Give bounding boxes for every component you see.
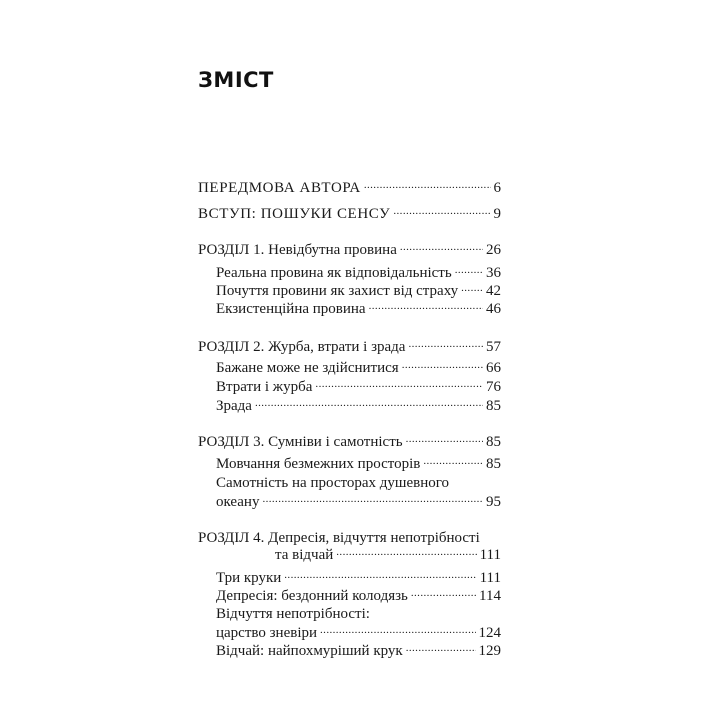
dot-leader	[315, 377, 483, 391]
toc-entry-chapter-4-cont[interactable]	[275, 545, 501, 565]
toc-entry-section[interactable]	[216, 299, 501, 319]
dot-leader	[364, 178, 491, 192]
toc-entry-label: ВСТУП: ПОШУКИ СЕНСУ	[198, 206, 391, 222]
toc-entry-page: 114	[479, 588, 501, 604]
dot-leader	[408, 337, 483, 351]
toc-entry-page: 26	[486, 242, 501, 258]
toc-entry-page: 111	[479, 547, 501, 563]
toc-entry-page: 36	[486, 265, 501, 281]
toc-entry-page: 85	[486, 456, 501, 472]
toc-entry-label: Почуття провини як захист від страху	[216, 283, 459, 299]
dot-leader	[406, 641, 476, 655]
toc-entry-label: РОЗДІЛ 2. Журба, втрати і зрада	[198, 339, 406, 355]
toc-entry-page: 6	[493, 180, 501, 196]
toc-entry-label: Реальна провина як відповідальність	[216, 265, 452, 281]
toc-entry-label: Втрати і журба	[216, 379, 313, 395]
toc-entry-page: 46	[486, 301, 501, 317]
toc-entry-label: Депресія: бездонний колодязь	[216, 588, 408, 604]
toc-entry-section[interactable]	[216, 586, 501, 606]
toc-entry-section-line[interactable]	[216, 473, 501, 493]
dot-leader	[400, 240, 483, 254]
toc-entry-section[interactable]	[216, 641, 501, 661]
toc-entry-label: Бажане може не здійснитися	[216, 360, 399, 376]
toc-entry-section[interactable]	[216, 396, 501, 416]
toc-entry-chapter-2[interactable]	[198, 337, 501, 357]
toc-entry-page: 42	[486, 283, 501, 299]
toc-entry-page: 129	[478, 643, 501, 659]
toc-entry-section-line[interactable]	[216, 604, 501, 624]
toc-entry-page: 76	[486, 379, 501, 395]
toc-entry-page: 95	[486, 494, 501, 510]
page-title: ЗМІСТ	[198, 68, 274, 92]
dot-leader	[455, 263, 483, 277]
toc-entry-page: 66	[486, 360, 501, 376]
toc-entry-page: 57	[486, 339, 501, 355]
dot-leader	[255, 396, 483, 410]
toc-entry-label: РОЗДІЛ 3. Сумніви і самотність	[198, 434, 403, 450]
dot-leader	[320, 623, 475, 637]
dot-leader	[262, 492, 483, 506]
toc-entry-label: ПЕРЕДМОВА АВТОРА	[198, 180, 361, 196]
toc-entry-label: царство зневіри	[216, 625, 318, 641]
toc-entry-section[interactable]	[216, 263, 501, 283]
dot-leader	[369, 299, 483, 313]
toc-entry-label: Екзистенційна провина	[216, 301, 366, 317]
toc-entry-label: Відчуття непотрібності:	[216, 606, 370, 622]
toc-entry-foreword[interactable]	[198, 178, 501, 198]
dot-leader	[393, 204, 490, 218]
toc-entry-chapter-1[interactable]	[198, 240, 501, 260]
dot-leader	[402, 358, 483, 372]
toc-entry-section[interactable]	[216, 623, 501, 643]
toc-entry-section[interactable]	[216, 454, 501, 474]
toc-entry-label: РОЗДІЛ 4. Депресія, відчуття непотрібності	[198, 530, 480, 546]
dot-leader	[461, 281, 483, 295]
toc-entry-label: Мовчання безмежних просторів	[216, 456, 421, 472]
dot-leader	[411, 586, 476, 600]
toc-entry-section[interactable]	[216, 492, 501, 512]
toc-entry-page: 85	[486, 434, 501, 450]
dot-leader	[406, 432, 483, 446]
toc-entry-page: 111	[479, 570, 501, 586]
dot-leader	[284, 568, 476, 582]
toc-entry-section[interactable]	[216, 568, 501, 588]
toc-entry-label: Зрада	[216, 398, 252, 414]
toc-entry-section[interactable]	[216, 358, 501, 378]
dot-leader	[423, 454, 483, 468]
toc-entry-page: 124	[478, 625, 501, 641]
toc-entry-page: 85	[486, 398, 501, 414]
dot-leader	[336, 545, 476, 559]
toc-entry-section[interactable]	[216, 281, 501, 301]
toc-entry-label: РОЗДІЛ 1. Невідбутна провина	[198, 242, 397, 258]
toc-entry-label: Самотність на просторах душевного	[216, 475, 449, 491]
toc-entry-page: 9	[493, 206, 501, 222]
toc-entry-label: океану	[216, 494, 260, 510]
toc-entry-label: та відчай	[275, 547, 334, 563]
toc-entry-section[interactable]	[216, 377, 501, 397]
toc-entry-chapter-3[interactable]	[198, 432, 501, 452]
toc-entry-introduction[interactable]	[198, 204, 501, 224]
toc-entry-label: Три круки	[216, 570, 282, 586]
toc-entry-label: Відчай: найпохмуріший крук	[216, 643, 403, 659]
